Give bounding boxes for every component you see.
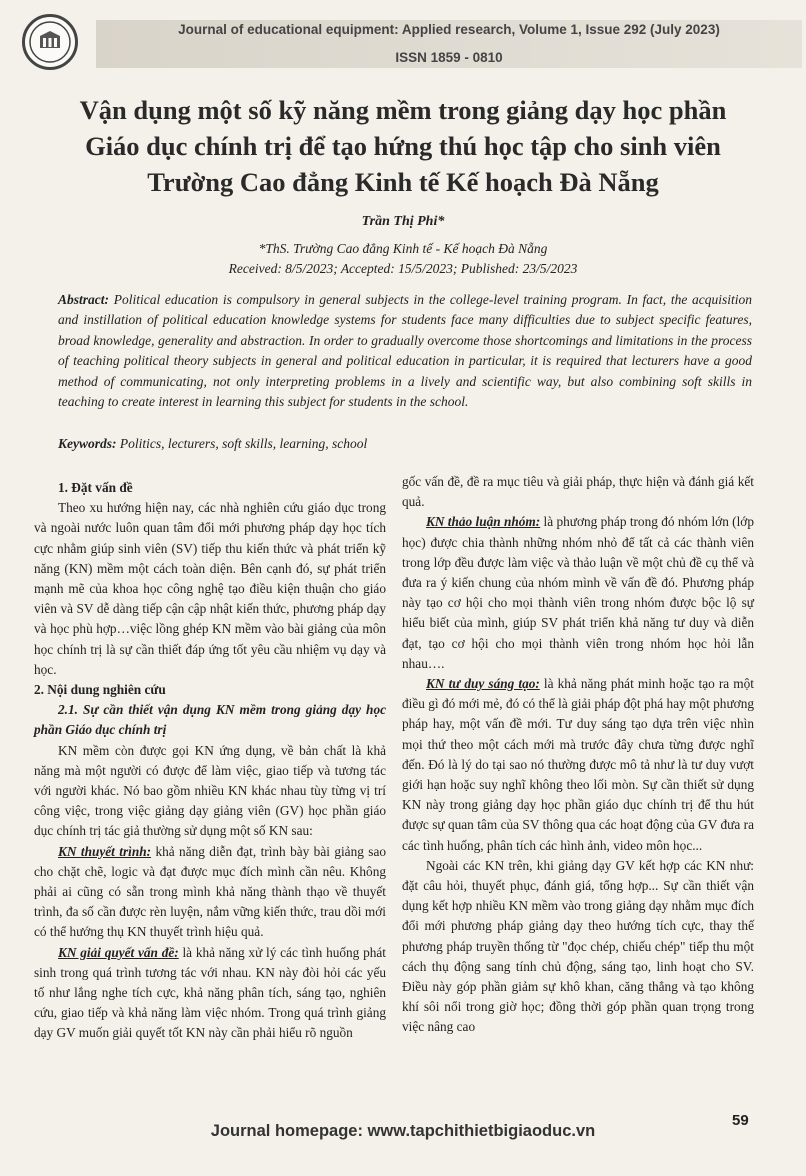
- journal-info: Journal of educational equipment: Applied research, Volume 1, Issue 292 (July 2023): [178, 22, 720, 37]
- journal-header: [0, 0, 806, 78]
- section-heading: 1. Đặt vấn đề: [58, 480, 133, 495]
- affiliation: *ThS. Trường Cao đẳng Kinh tế - Kế hoạch Đà Nẵng: [258, 241, 548, 256]
- section-heading: 2. Nội dung nghiên cứu: [34, 682, 166, 698]
- journal-logo: [22, 14, 78, 70]
- paragraph: [402, 512, 754, 674]
- paragraph-text: khả năng diễn đạt, trình bày bài giảng sao cho chặt chẽ, logic và đạt được mục đích mình cần nêu. Không phải ai cũng có sẵn trong mình khả năng thành thạo về thuyết trình, đa số cần được rèn luyện, nắm vững kiến thức, trau dồi mới có thể hướng thụ KN thuyết trình hiệu quả.: [34, 843, 386, 940]
- page-number: 59: [732, 1112, 749, 1129]
- term: KN giải quyết vấn đề:: [58, 944, 179, 960]
- term: KN thuyết trình:: [58, 843, 152, 859]
- keywords: [58, 436, 752, 452]
- title-line: Trường Cao đẳng Kinh tế Kế hoạch Đà Nẵng: [147, 167, 659, 197]
- left-column: [34, 478, 386, 1044]
- paragraph-text: là khả năng xử lý các tình huống phát sinh trong quá trình tương tác với nhau. KN này đòi hỏi các yếu tố như lắng nghe tích cực, khả năng phân tích, sáng tạo, nghiên cứu, giao tiếp và khả năng làm việc nhóm. Trong quá trình giảng dạy GV muốn giải quyết tốt KN này cần phải hiểu rõ nguồn: [34, 944, 386, 1041]
- page-title: [30, 92, 776, 200]
- title-line: Vận dụng một số kỹ năng mềm trong giảng dạy học phần: [79, 95, 727, 125]
- paragraph: [34, 842, 386, 943]
- paragraph: KN mềm còn được gọi KN ứng dụng, về bản chất là khả năng mà một người có được để làm việc, giao tiếp và tương tác với người khác. Nó bao gồm nhiều KN khác nhau tùy từng vị trí công việc, trong việc giảng dạy giảng viên (GV) học phần giáo dục chính trị tác giả thường sử dụng một số KN sau:: [34, 742, 386, 839]
- journal-homepage: Journal homepage: www.tapchithietbigiaoduc.vn: [210, 1122, 596, 1140]
- abstract: [58, 290, 752, 412]
- paragraph: gốc vấn đề, đề ra mục tiêu và giải pháp, thực hiện và đánh giá kết quả.: [402, 474, 754, 510]
- right-column: [402, 472, 754, 1038]
- paragraph-text: là khả năng phát minh hoặc tạo ra một điều gì đó mới mẻ, đó có thể là giải pháp đột phá hay một phương pháp hay, một vấn đề mới. Tư duy sáng tạo dựa trên việc nhìn mọi thứ theo một cách mới mà trước đây chưa từng được nghĩ đến. Đó là lý do tại sao nó thường được mô tả như là tư duy vượt giới hạn hoặc suy nghĩ không theo lối mòn. Sự cần thiết sử dụng KN này trong giảng dạy học phần giáo dục chính trị để thu hút được sự quan tâm của SV thông qua các hoạt động của GV đưa ra các tình huống, phân tích các hình ảnh, video môn học...: [402, 676, 754, 853]
- paragraph: [34, 943, 386, 1044]
- publication-dates: Received: 8/5/2023; Accepted: 15/5/2023; Published: 23/5/2023: [228, 261, 578, 276]
- subsection-heading: 2.1. Sự cần thiết vận dụng KN mềm trong giảng dạy học phần Giáo dục chính trị: [34, 702, 386, 738]
- issn: ISSN 1859 - 0810: [395, 50, 503, 65]
- keywords-label: Keywords:: [58, 436, 117, 451]
- abstract-text: Political education is compulsory in general subjects in the college-level training program. In fact, the acquisition and instillation of political education knowledge systems for students face many difficulties due to subject specific features, broad knowledge, generality and abstraction. In order to gradually overcome those shortcomings and limitations in the process of teaching political theory subjects in general and political education in particular, it is required that lecturers have a good method of communicating, not only interpreting problems in a lively and scientific way, but also combining soft skills in teaching to create interest in learning this subject for students in the school.: [58, 292, 753, 410]
- term: KN tư duy sáng tạo:: [426, 676, 540, 692]
- term: KN thảo luận nhóm:: [426, 514, 541, 530]
- title-line: Giáo dục chính trị để tạo hứng thú học tập cho sinh viên: [85, 131, 721, 161]
- keywords-text: Politics, lecturers, soft skills, learning, school: [119, 436, 368, 451]
- paragraph: Theo xu hướng hiện nay, các nhà nghiên cứu giáo dục trong và ngoài nước luôn quan tâm đổi mới phương pháp dạy học tích cực nhằm giúp sinh viên (SV) tiếp thu kiến thức và phát triển kỹ năng (KN) mềm một cách toàn diện. Bên cạnh đó, sự phát triển mạnh mẽ của khoa học công nghệ tạo điều kiện thuận cho giáo viên và SV dễ dàng tiếp cận cập nhật kiến thức, phương pháp dạy và học phù hợp…việc lồng ghép KN mềm vào bài giảng của môn học chính trị là sự cần thiết đáp ứng tốt yêu cầu nhiệm vụ dạy và học.: [34, 500, 386, 677]
- paragraph-text: là phương pháp trong đó nhóm lớn (lớp học) được chia thành những nhóm nhỏ để tất cả các thành viên trong lớp đều được làm việc và thảo luận về một chủ đề cụ thể và đưa ra ý kiến chung của nhóm mình về vấn đề đó. Phương pháp này tạo cơ hội cho mọi thành viên trong nhóm được bộc lộ sự hiểu biết của mình, giúp SV phát triển khả năng tư duy và diễn đạt, tạo cơ hội cho mọi thành viên trong nhóm học hỏi lẫn nhau….: [402, 514, 754, 671]
- paragraph: [402, 674, 754, 856]
- abstract-label: Abstract:: [58, 292, 110, 307]
- author: Trần Thị Phi*: [361, 214, 445, 229]
- paragraph: Ngoài các KN trên, khi giảng dạy GV kết hợp các KN như: đặt câu hỏi, thuyết phục, đánh giá, tổng hợp... Sự cần thiết vận dụng kết hợp nhiều KN mềm vào trong giảng dạy nhằm mục đích đổi mới phương pháp giảng dạy theo hướng tích cực, thay thế phương pháp truyền thống từ "đọc chép, chiếu chép" tiếp thu một cách thụ động sang tính chủ động, sáng tạo, linh hoạt cho SV. Điều này góp phần giảm sự khô khan, căng thẳng và tạo không khí sôi nổi trong giờ học; đồng thời góp phần quan trọng trong việc nâng cao: [402, 857, 754, 1035]
